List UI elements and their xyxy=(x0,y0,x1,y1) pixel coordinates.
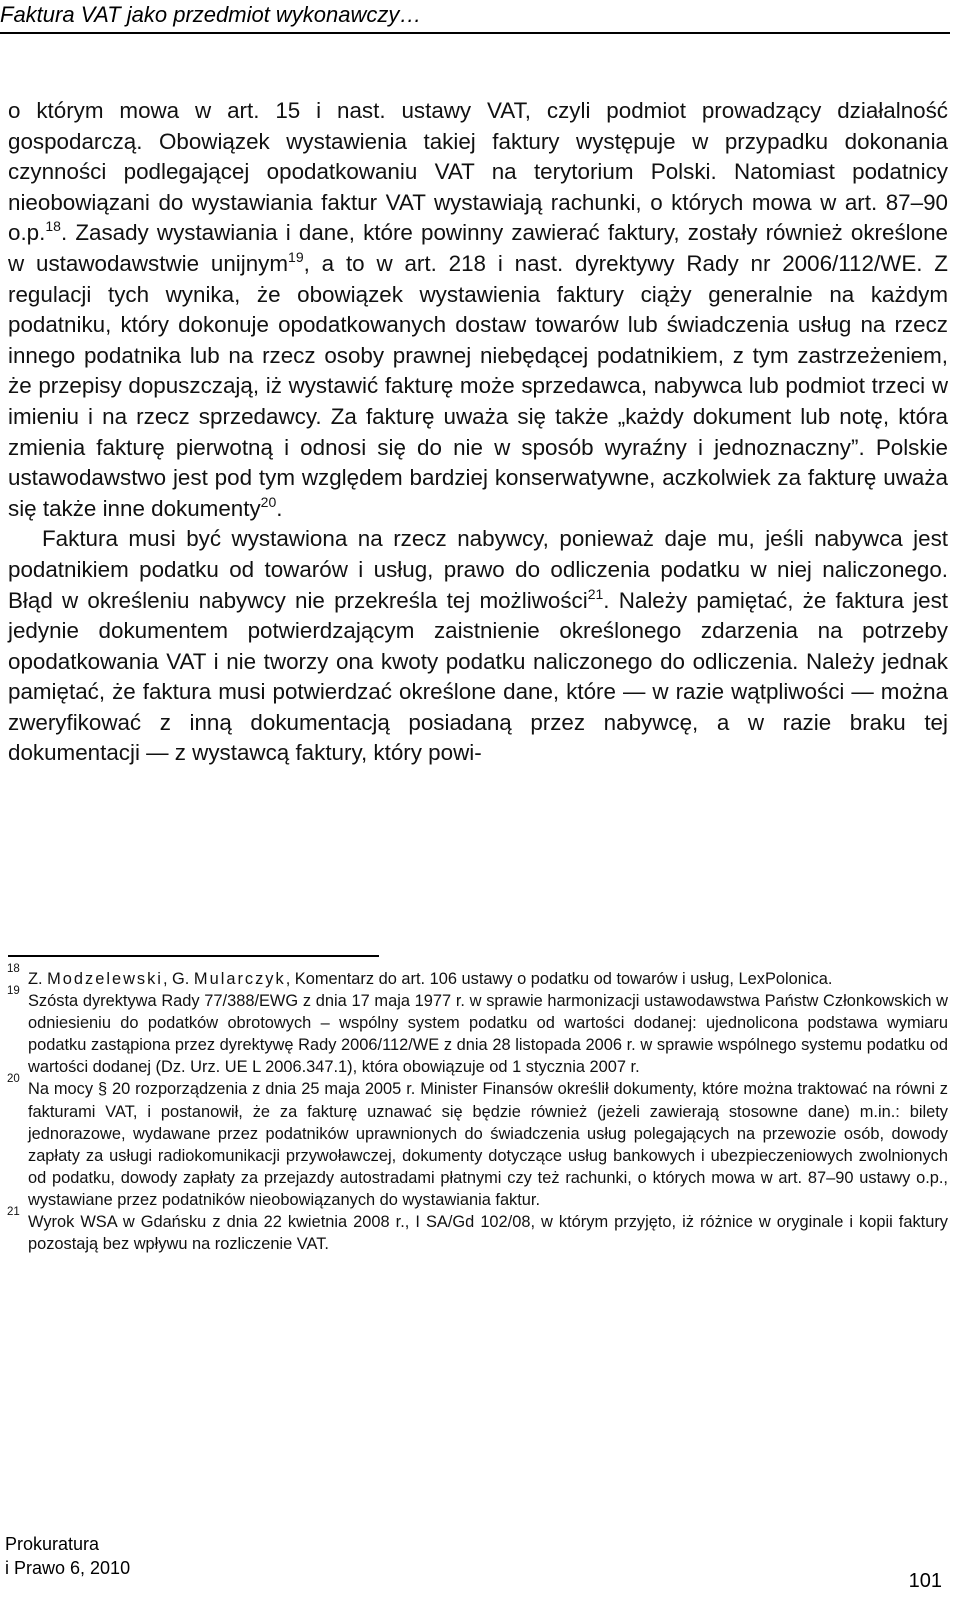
footnote-number: 21 xyxy=(7,1206,20,1219)
footnote-separator xyxy=(8,955,379,957)
journal-title: Prokuratura xyxy=(5,1534,100,1554)
paragraph xyxy=(8,96,948,524)
footnote-text: Z. xyxy=(28,970,48,988)
footnote-ref: 20 xyxy=(260,493,277,510)
footnote-number: 20 xyxy=(7,1073,20,1086)
journal-name xyxy=(5,1532,130,1580)
footnote-number: 19 xyxy=(7,985,20,998)
journal-issue: i Prawo 6, 2010 xyxy=(5,1558,131,1578)
running-header xyxy=(0,0,950,34)
paragraph xyxy=(8,524,948,769)
main-text xyxy=(8,96,948,769)
footnotes xyxy=(0,963,948,1255)
footnote-ref: 18 xyxy=(45,218,61,235)
text-run: o którym mowa w art. 15 i nast. ustawy VAT, czyli podmiot prowadzący działalność gospodarczą. Obowiązek wystawienia takiej faktury występuje w przypadku dokonania czynności podlegającej opodatkowaniu VAT na terytorium Polski. Natomiast podatnicy nieobowiązani do wystawiania faktur VAT wystawiają rachunki, o których mowa w art. 87–90 o.p. xyxy=(8,98,948,246)
footnote-ref: 19 xyxy=(288,248,304,265)
text-run: . xyxy=(276,495,283,521)
footnote-text: , Komentarz do art. 106 ustawy o podatku od towarów i usług, LexPolonica. xyxy=(285,970,833,988)
footnote-ref: 21 xyxy=(587,585,604,602)
author-name: Modzelewski xyxy=(47,970,163,988)
footnote-text: Wyrok WSA w Gdańsku z dnia 22 kwietnia 2008 r., I SA/Gd 102/08, w którym przyjęto, iż różnice w oryginale i kopii faktury pozostają bez wpływu na rozliczenie VAT. xyxy=(28,1213,948,1254)
page-footer xyxy=(0,1528,950,1598)
footnote xyxy=(0,985,948,1078)
text-run: . Zasady wystawiania i dane, które powinny zawierać faktury, zostały również określone w ustawodawstwie unijnym xyxy=(8,220,948,276)
text-run: Faktura musi być wystawiona na rzecz nabywcy, ponieważ daje mu, jeśli nabywca jest podatnikiem podatku od towarów i usług, prawo do odliczenia podatku w niej naliczonego. Błąd w określeniu nabywcy nie przekreśla tej możliwości xyxy=(8,526,948,613)
footnote xyxy=(0,1073,948,1211)
running-title: Faktura VAT jako przedmiot wykonawczy… xyxy=(0,2,422,27)
page-number: 101 xyxy=(908,1570,942,1592)
footnote xyxy=(0,1206,948,1255)
footnote-text: Szósta dyrektywa Rady 77/388/EWG z dnia 17 maja 1977 r. w sprawie harmonizacji ustawodawstwa Państw Członkowskich w odniesieniu do podatków obrotowych – wspólny system podatku od wartości dodanej: ujednolicona podstawa wymiaru podatku zastąpiona przez dyrektywę Rady 2006/112/WE z dnia 28 listopada 2006 r. w sprawie wspólnego systemu podatku od wartości dodanej (Dz. Urz. UE L 2006.347.1), która obowiązuje od 1 stycznia 2007 r. xyxy=(28,992,948,1077)
text-run: , a to w art. 218 i nast. dyrektywy Rady nr 2006/112/WE. Z regulacji tych wynika, że obowiązek wystawienia faktury ciąży generalnie na każdym podatniku, który dokonuje opodatkowanych dostaw towarów lub świadczenia usług na rzecz innego podatnika lub na rzecz osoby prawnej niebędącej podatnikiem, z tym zastrzeżeniem, że przepisy dopuszczają, iż wystawić fakturę może sprzedawca, nabywca lub podmiot trzeci w imieniu i na rzecz sprzedawcy. Za fakturę uważa się także „każdy dokument lub notę, która zmienia fakturę pierwotną i odnosi się do nie w sposób wyraźny i jednoznaczny”. Polskie ustawodawstwo jest pod tym względem bardziej konserwatywne, aczkolwiek za fakturę uważa się także inne dokumenty xyxy=(8,250,948,521)
footnote-number: 18 xyxy=(7,963,20,975)
footnote-text: Na mocy § 20 rozporządzenia z dnia 25 maja 2005 r. Minister Finansów określił dokumenty, które można traktować na równi z fakturami VAT, i postanowił, że za fakturę uznawać się będzie również (jeżeli zawierają stosowne dane) m.in.: bilety jednorazowe, wydawane przez podatników uprawnionych do świadczenia usług polegających na przewozie osób, dowody zapłaty za usługi radiokomunikacji przywoławczej, dokumenty dotyczące usług bankowych i ubezpieczeniowych zwolnionych od podatku, dowody zapłaty za przejazdy autostradami płatnymi czy też rachunki, o których mowa w art. 87–90 ustawy o.p., wystawiane przez podatników nieobowiązanych do wystawiania faktur. xyxy=(28,1080,948,1209)
text-run: . Należy pamiętać, że faktura jest jedynie dokumentem potwierdzającym zaistnienie określonego zdarzenia na potrzeby opodatkowania VAT i nie tworzy ona kwoty podatku naliczonego do odliczenia. Należy jednak pamiętać, że faktura musi potwierdzać określone dane, które — w razie wątpliwości — można zweryfikować z inną dokumentacją posiadaną przez nabywcę, a w razie braku tej dokumentacji — z wystawcą faktury, który powi- xyxy=(8,587,949,766)
footnote-text: , G. xyxy=(162,970,194,988)
author-name: Mularczyk xyxy=(193,970,286,988)
footnote xyxy=(0,963,948,990)
